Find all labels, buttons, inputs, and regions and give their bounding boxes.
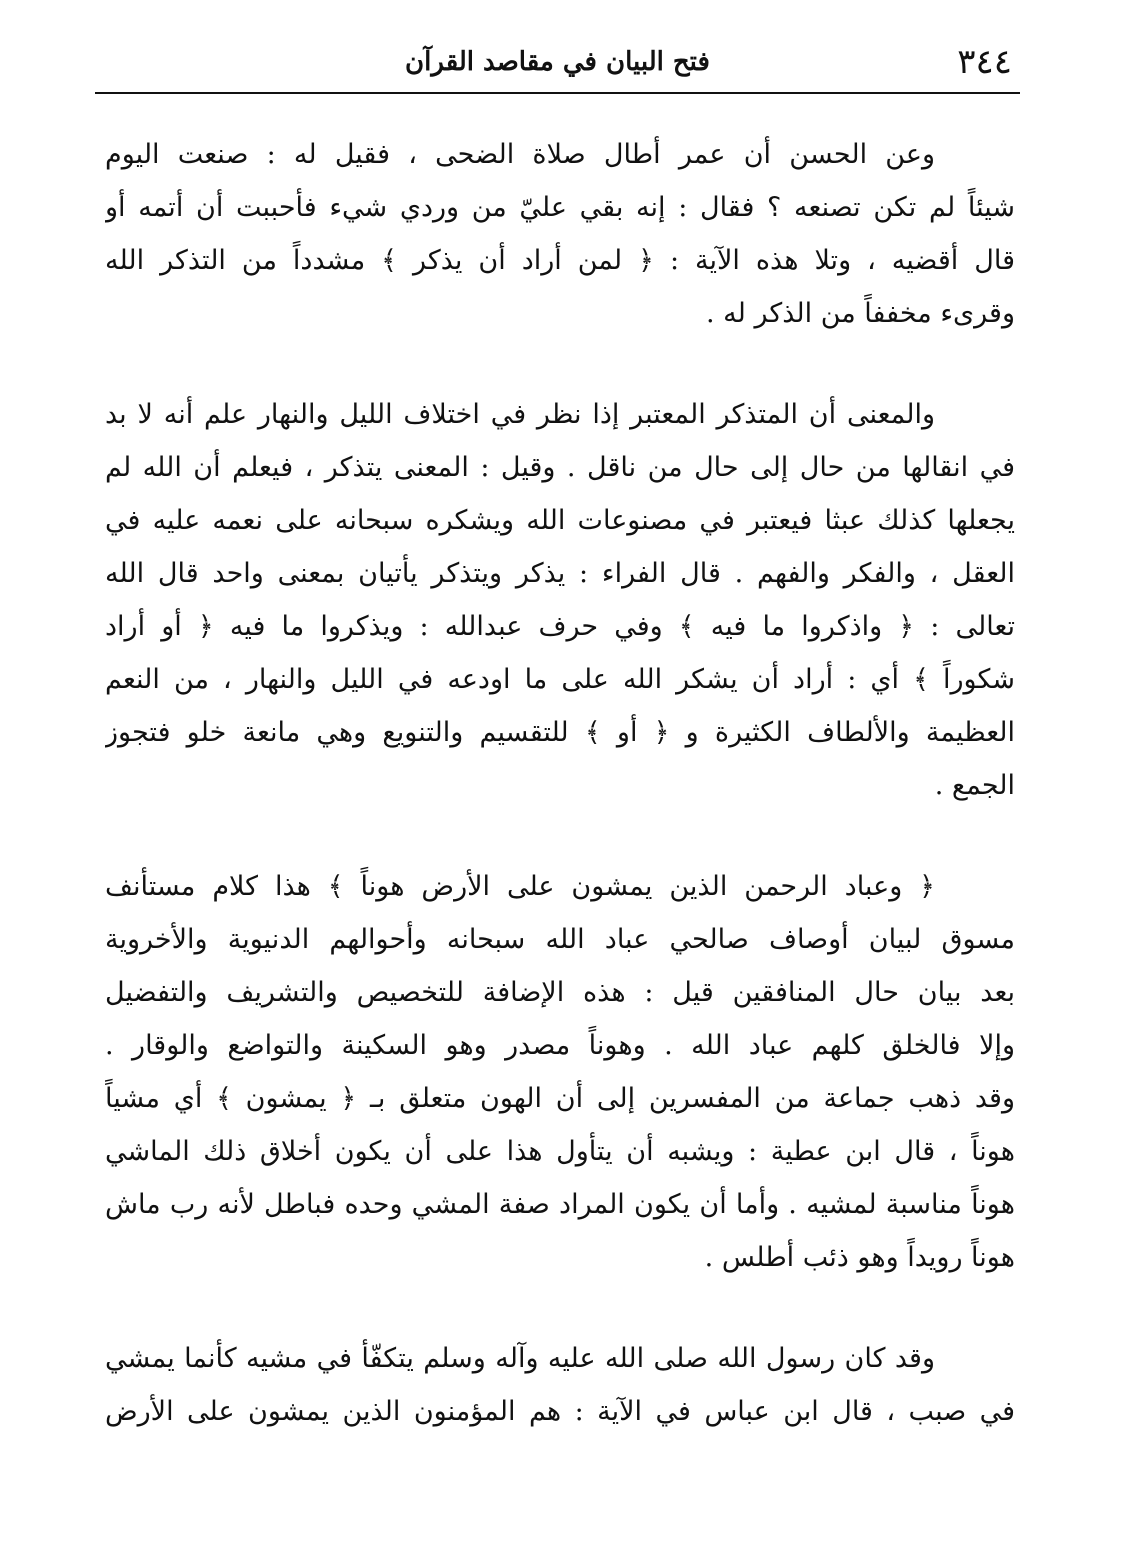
page-number: ٣٤٤ [957,42,1012,82]
text-line: قال أقضيه ، وتلا هذه الآية : ﴿ لمن أراد أن يذكر ﴾ مشدداً من التذكر الله [105,245,1015,276]
text-line: وعن الحسن أن عمر أطال صلاة الضحى ، فقيل له : صنعت اليوم [105,139,935,170]
paragraph [105,1332,1015,1438]
text-line: يجعلها كذلك عبثا فيعتبر في مصنوعات الله ويشكره سبحانه على نعمه عليه في [105,505,1015,536]
text-line: في انقالها من حال إلى حال من ناقل . وقيل : المعنى يتذكر ، فيعلم أن الله لم [105,452,1015,483]
paragraph [105,128,1015,340]
text-line: تعالى : ﴿ واذكروا ما فيه ﴾ وفي حرف عبدالله : ويذكروا ما فيه ﴿ أو أراد [105,611,1015,642]
running-title: فتح البيان في مقاصد القرآن [405,47,710,77]
text-line: وقد كان رسول الله صلى الله عليه وآله وسلم يتكفّأ في مشيه كأنما يمشي [105,1343,935,1374]
text-line: بعد بيان حال المنافقين قيل : هذه الإضافة للتخصيص والتشريف والتفضيل [105,977,1015,1008]
text-line: وإلا فالخلق كلهم عباد الله . وهوناً مصدر وهو السكينة والتواضع والوقار . [105,1030,1015,1061]
paragraph [105,388,1015,812]
text-line: وقرىء مخففاً من الذكر له . [706,298,1015,329]
text-line: الجمع . [934,770,1015,801]
text-line: وقد ذهب جماعة من المفسرين إلى أن الهون متعلق بـ ﴿ يمشون ﴾ أي مشياً [105,1083,1015,1114]
paragraph [105,860,1015,1284]
text-line: العقل ، والفكر والفهم . قال الفراء : يذكر ويتذكر يأتيان بمعنى واحد قال الله [105,558,1015,589]
page-header [95,40,1020,94]
text-line: هوناً ، قال ابن عطية : ويشبه أن يتأول هذا على أن يكون أخلاق ذلك الماشي [105,1136,1015,1167]
text-line: شكوراً ﴾ أي : أراد أن يشكر الله على ما اودعه في الليل والنهار ، من النعم [105,664,1015,695]
text-line: ﴿ وعباد الرحمن الذين يمشون على الأرض هوناً ﴾ هذا كلام مستأنف [105,871,935,902]
text-line: في صبب ، قال ابن عباس في الآية : هم المؤمنون الذين يمشون على الأرض [105,1396,1015,1427]
page-body [105,128,1015,1438]
text-line: مسوق لبيان أوصاف صالحي عباد الله سبحانه وأحوالهم الدنيوية والأخروية [105,924,1015,955]
text-line: هوناً مناسبة لمشيه . وأما أن يكون المراد صفة المشي وحده فباطل لأنه رب ماش [105,1189,1015,1220]
text-line: هوناً رويداً وهو ذئب أطلس . [704,1242,1015,1273]
text-line: والمعنى أن المتذكر المعتبر إذا نظر في اختلاف الليل والنهار علم أنه لا بد [105,399,935,430]
text-line: العظيمة والألطاف الكثيرة و ﴿ أو ﴾ للتقسيم والتنويع وهي مانعة خلو فتجوز [105,717,1015,748]
text-line: شيئاً لم تكن تصنعه ؟ فقال : إنه بقي عليّ من وردي شيء فأحببت أن أتمه أو [105,192,1015,223]
